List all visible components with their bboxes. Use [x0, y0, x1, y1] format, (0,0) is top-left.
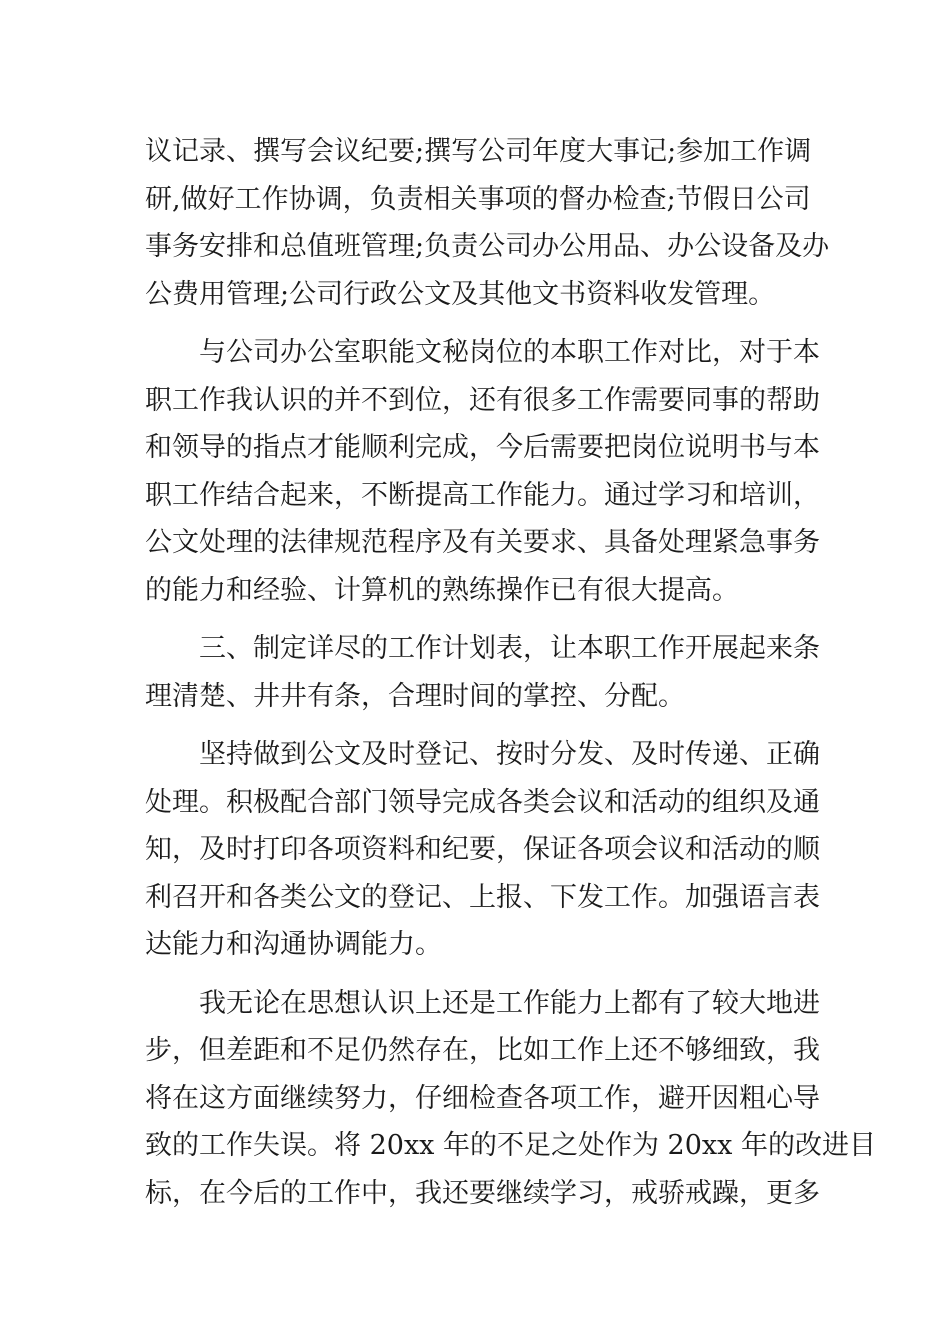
text-line: 致的工作失误。将 20xx 年的不足之处作为 20xx 年的改进目: [145, 1130, 876, 1161]
text-line: 理清楚、井井有条，合理时间的掌控、分配。: [145, 680, 685, 712]
text-line: 公文处理的法律规范程序及有关要求、具备处理紧急事务: [145, 527, 820, 558]
paragraph-1: [145, 128, 830, 318]
paragraph-2: [145, 329, 820, 614]
text-line: 职工作结合起来，不断提高工作能力。通过学习和培训，: [145, 479, 820, 511]
text-line: 知，及时打印各项资料和纪要，保证各项会议和活动的顺: [145, 834, 820, 865]
paragraph-gap: [145, 318, 810, 329]
text-line: 的能力和经验、计算机的熟练操作已有很大提高。: [145, 574, 739, 606]
paragraph-5: [145, 980, 876, 1218]
text-line: 研,做好工作协调，负责相关事项的督办检查;节假日公司: [145, 183, 811, 215]
paragraph-gap: [145, 614, 810, 625]
text-line: 将在这方面继续努力，仔细检查各项工作，避开因粗心导: [145, 1082, 820, 1114]
text-line: 和领导的指点才能顺利完成，今后需要把岗位说明书与本: [145, 432, 820, 463]
text-line: 与公司办公室职能文秘岗位的本职工作对比，对于本: [199, 337, 820, 368]
text-line: 事务安排和总值班管理;负责公司办公用品、办公设备及办: [145, 231, 830, 262]
text-line: 我无论在思想认识上还是工作能力上都有了较大地进: [199, 987, 820, 1019]
paragraph-gap: [145, 969, 810, 980]
text-line: 公费用管理;公司行政公文及其他文书资料收发管理。: [145, 278, 776, 310]
text-line: 三、制定详尽的工作计划表，让本职工作开展起来条: [199, 633, 820, 664]
text-line: 处理。积极配合部门领导完成各类会议和活动的组织及通: [145, 786, 820, 818]
paragraph-gap: [145, 720, 810, 731]
text-line: 利召开和各类公文的登记、上报、下发工作。加强语言表: [145, 881, 820, 913]
text-line: 坚持做到公文及时登记、按时分发、及时传递、正确: [199, 739, 820, 770]
text-line: 议记录、撰写会议纪要;撰写公司年度大事记;参加工作调: [145, 136, 812, 167]
paragraph-4: [145, 731, 820, 969]
text-line: 步，但差距和不足仍然存在，比如工作上还不够细致，我: [145, 1035, 820, 1066]
text-line: 达能力和沟通协调能力。: [145, 929, 442, 960]
text-line: 职工作我认识的并不到位，还有很多工作需要同事的帮助: [145, 384, 820, 416]
text-line: 标，在今后的工作中，我还要继续学习，戒骄戒躁，更多: [145, 1177, 820, 1209]
document-body: [145, 128, 876, 1217]
paragraph-3: [145, 625, 820, 720]
